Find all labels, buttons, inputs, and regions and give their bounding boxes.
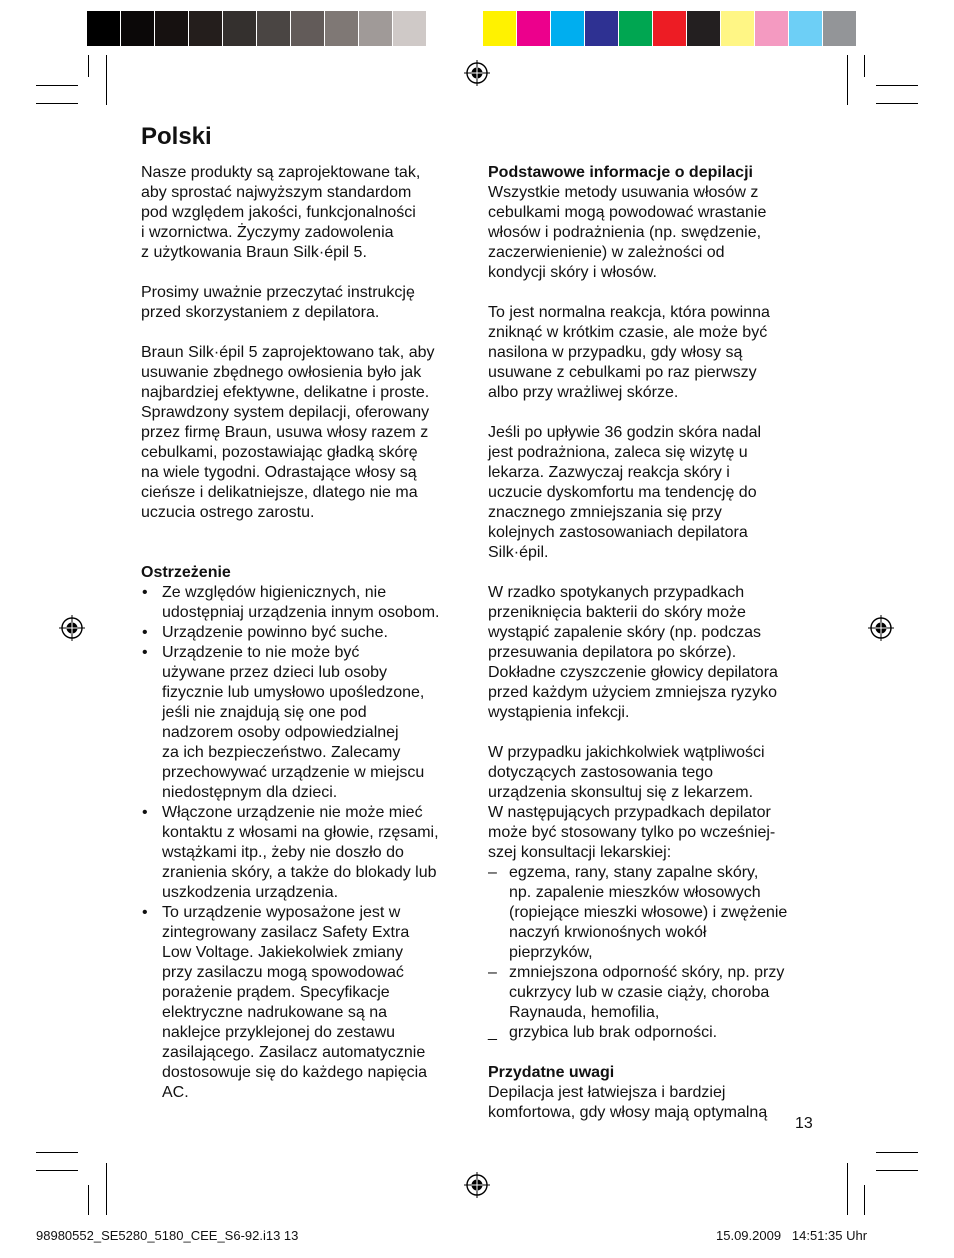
right-column [488,163,818,1123]
crop-mark [36,1152,78,1153]
color-swatch [257,11,291,46]
registration-mark-icon [464,60,490,86]
text-line: Braun Silk·épil 5 zaprojektowano tak, aby [141,344,435,361]
color-swatch [291,11,325,46]
text-line: przeniknięcia bakterii do skóry może [488,604,746,621]
crop-mark [847,1163,848,1215]
crop-mark [36,1170,78,1171]
color-swatch [393,11,427,46]
text-line: pieprzyków, [509,944,593,961]
crop-mark [876,1152,918,1153]
condition-item [488,863,818,963]
text-line: grzybica lub brak odporności. [509,1024,718,1041]
crop-mark [876,103,918,104]
text-line: nasilona w przypadku, gdy włosy są [488,344,743,361]
text-line: jest podrażniona, zaleca się wizytę u [488,444,748,461]
text-line: włosów i podrażnienia (np. swędzenie, [488,224,762,241]
left-column [141,163,471,1103]
list-marker: _ [488,1024,497,1041]
color-swatch [483,11,517,46]
color-swatch [755,11,789,46]
text-line: komfortowa, gdy włosy mają optymalną [488,1104,768,1121]
text-line: Urządzenie to nie może być [162,644,360,661]
color-swatch [359,11,393,46]
text-line: aby sprostać najwyższym standardom [141,184,412,201]
text-line: zasilającego. Zasilacz automatycznie [162,1044,426,1061]
text-line: zaczerwienienie) w zależności od [488,244,725,261]
text-line: znacznego zmniejszania się przy [488,504,722,521]
text-line: kondycji skóry i włosów. [488,264,657,281]
crop-mark [106,55,107,105]
text-line: W następujących przypadkach depilator [488,804,771,821]
text-line: z użytkowania Braun Silk·épil 5. [141,244,367,261]
text-line: egzema, rany, stany zapalne skóry, [509,864,759,881]
text-line: przed skorzystaniem z depilatora. [141,304,380,321]
text-line: dostosowuje się do każdego napięcia [162,1064,428,1081]
grayscale-color-bar [87,11,461,46]
color-swatch [223,11,257,46]
color-swatch [551,11,585,46]
text-line: pod względem jakości, funkcjonalności [141,204,416,221]
color-swatch [325,11,359,46]
text-line: najbardziej efektywne, delikatne i proste. [141,384,430,401]
text-line: Ze względów higienicznych, nie [162,584,387,601]
text-line: przechowywać urządzenie w miejscu [162,764,425,781]
text-line: cebulkami mogą powodować wrastanie [488,204,767,221]
instructions-paragraph [141,283,471,323]
doctor-visit-paragraph [488,423,818,563]
color-swatch [189,11,223,46]
warning-item [141,803,471,903]
text-line: albo przy wrażliwej skórze. [488,384,679,401]
text-line: (ropiejące mieszki włosowe) i zwężenie [509,904,788,921]
list-marker: – [488,964,497,981]
text-line: cukrzycy lub w czasie ciąży, choroba [509,984,770,1001]
page-title: Polski [141,123,212,150]
text-line: uczucie dyskomfortu ma tendencję do [488,484,757,501]
text-line: np. zapalenie mieszków włosowych [509,884,761,901]
registration-mark-icon [868,615,894,641]
warning-item [141,583,471,623]
text-line: szej konsultacji lekarskiej: [488,844,672,861]
text-line: wystąpić zapalenie skóry (np. podczas [488,624,762,641]
text-line: cebulkami, pozostawiając gładką skórę [141,444,418,461]
warning-item [141,623,471,643]
color-swatch [619,11,653,46]
color-swatch [585,11,619,46]
text-line: kontaktu z włosami na głowie, rzęsami, [162,824,439,841]
text-line: usuwane z cebulkami po raz pierwszy [488,364,757,381]
text-line: używane przez dzieci lub osoby [162,664,388,681]
intro-paragraph [141,163,471,263]
text-line: przed każdym użyciem zmniejsza ryzyko [488,684,777,701]
text-line: Jeśli po upływie 36 godzin skóra nadal [488,424,762,441]
text-line: To jest normalna reakcja, która powinna [488,304,770,321]
text-line: udostępniaj urządzenia innym osobom. [162,604,440,621]
text-line: Low Voltage. Jakiekolwiek zmiany [162,944,404,961]
tips-paragraph [488,1083,818,1123]
system-paragraph [141,343,471,523]
text-line: na wiele tygodni. Odrastające włosy są [141,464,417,481]
text-line: jeśli nie znajdują się one pod [162,704,367,721]
text-line: wstążkami itp., żeby nie doszło do [162,844,404,861]
text-line: AC. [162,1084,189,1101]
color-swatch [653,11,687,46]
text-line: To urządzenie wyposażone jest w [162,904,401,921]
text-line: usuwanie zbędnego owłosienia było jak [141,364,422,381]
text-line: Sprawdzony system depilacji, oferowany [141,404,430,421]
crop-mark [876,85,918,86]
text-line: przesuwania depilatora po skórze). [488,644,737,661]
crop-mark [106,1163,107,1215]
registration-mark-icon [464,1172,490,1198]
color-swatch [121,11,155,46]
condition-item [488,963,818,1023]
crop-mark [36,103,78,104]
text-line: i wzornictwa. Życzymy zadowolenia [141,224,394,241]
list-marker: – [488,864,497,881]
text-line: Dokładne czyszczenie głowicy depilatora [488,664,778,681]
text-line: elektryczne nadrukowane są na [162,1004,388,1021]
text-line: W rzadko spotykanych przypadkach [488,584,745,601]
text-line: dotyczących zastosowania tego [488,764,714,781]
text-line: przez firmę Braun, usuwa włosy razem z [141,424,429,441]
text-line: W przypadku jakichkolwiek wątpliwości [488,744,765,761]
text-line: fizycznie lub umysłowo upośledzone, [162,684,425,701]
text-line: Silk·épil. [488,544,549,561]
normal-reaction-paragraph [488,303,818,403]
crop-mark [36,85,78,86]
process-color-bar [483,11,857,46]
text-line: lekarza. Zazwyczaj reakcja skóry i [488,464,730,481]
text-line: cieńsze i delikatniejsze, dlatego nie ma [141,484,418,501]
text-line: kolejnych zastosowaniach depilatora [488,524,748,541]
warning-heading: Ostrzeżenie [141,564,231,581]
registration-mark-icon [59,615,85,641]
text-line: Raynauda, hemofilia, [509,1004,660,1021]
text-line: Prosimy uważnie przeczytać instrukcję [141,284,415,301]
crop-mark [864,55,865,77]
basics-heading: Podstawowe informacje o depilacji [488,164,753,181]
color-swatch [789,11,823,46]
text-line: Urządzenie powinno być suche. [162,624,388,641]
crop-mark [847,55,848,105]
color-swatch [155,11,189,46]
text-line: zniknąć w krótkim czasie, ale może być [488,324,768,341]
text-line: wystąpienia infekcji. [488,704,630,721]
text-line: przy zasilaczu mogą spowodować [162,964,404,981]
color-swatch [517,11,551,46]
footer-timestamp: 15.09.2009 14:51:35 Uhr [716,1228,868,1243]
text-line: naczyń krwionośnych wokół [509,924,707,941]
color-swatch [721,11,755,46]
text-line: zmniejszona odporność skóry, np. przy [509,964,785,981]
text-line: zranienia skóry, a także do blokady lub [162,864,437,881]
text-line: urządzenia skonsultuj się z lekarzem. [488,784,754,801]
text-line: za ich bezpieczeństwo. Zalecamy [162,744,401,761]
infection-paragraph [488,583,818,723]
color-swatch [687,11,721,46]
text-line: niedostępnym dla dzieci. [162,784,338,801]
text-line: uczucia ostrego zarostu. [141,504,315,521]
text-line: Depilacja jest łatwiejsza i bardziej [488,1084,726,1101]
condition-item [488,1023,818,1043]
crop-mark [864,1185,865,1215]
footer-file-info: 98980552_SE5280_5180_CEE_S6-92.i13 13 [36,1228,299,1243]
text-line: uszkodzenia urządzenia. [162,884,339,901]
crop-mark [88,55,89,77]
color-swatch [87,11,121,46]
basics-paragraph [488,183,818,283]
color-swatch [427,11,461,46]
page-number: 13 [795,1115,813,1132]
tips-heading: Przydatne uwagi [488,1064,615,1081]
text-line: naklejce przyklejonej do zestawu [162,1024,396,1041]
consultation-paragraph [488,743,818,863]
text-line: nadzorem osoby odpowiedzialnej [162,724,399,741]
text-line: porażenie prądem. Specyfikacje [162,984,390,1001]
text-line: zintegrowany zasilacz Safety Extra [162,924,410,941]
text-line: Wszystkie metody usuwania włosów z [488,184,759,201]
warnings-list [141,583,471,1103]
text-line: Nasze produkty są zaprojektowane tak, [141,164,421,181]
color-swatch [823,11,857,46]
warning-item [141,903,471,1103]
text-line: Włączone urządzenie nie może mieć [162,804,423,821]
warning-item [141,643,471,803]
conditions-list [488,863,818,1043]
text-line: może być stosowany tylko po wcześniej- [488,824,776,841]
crop-mark [876,1170,918,1171]
crop-mark [88,1185,89,1215]
